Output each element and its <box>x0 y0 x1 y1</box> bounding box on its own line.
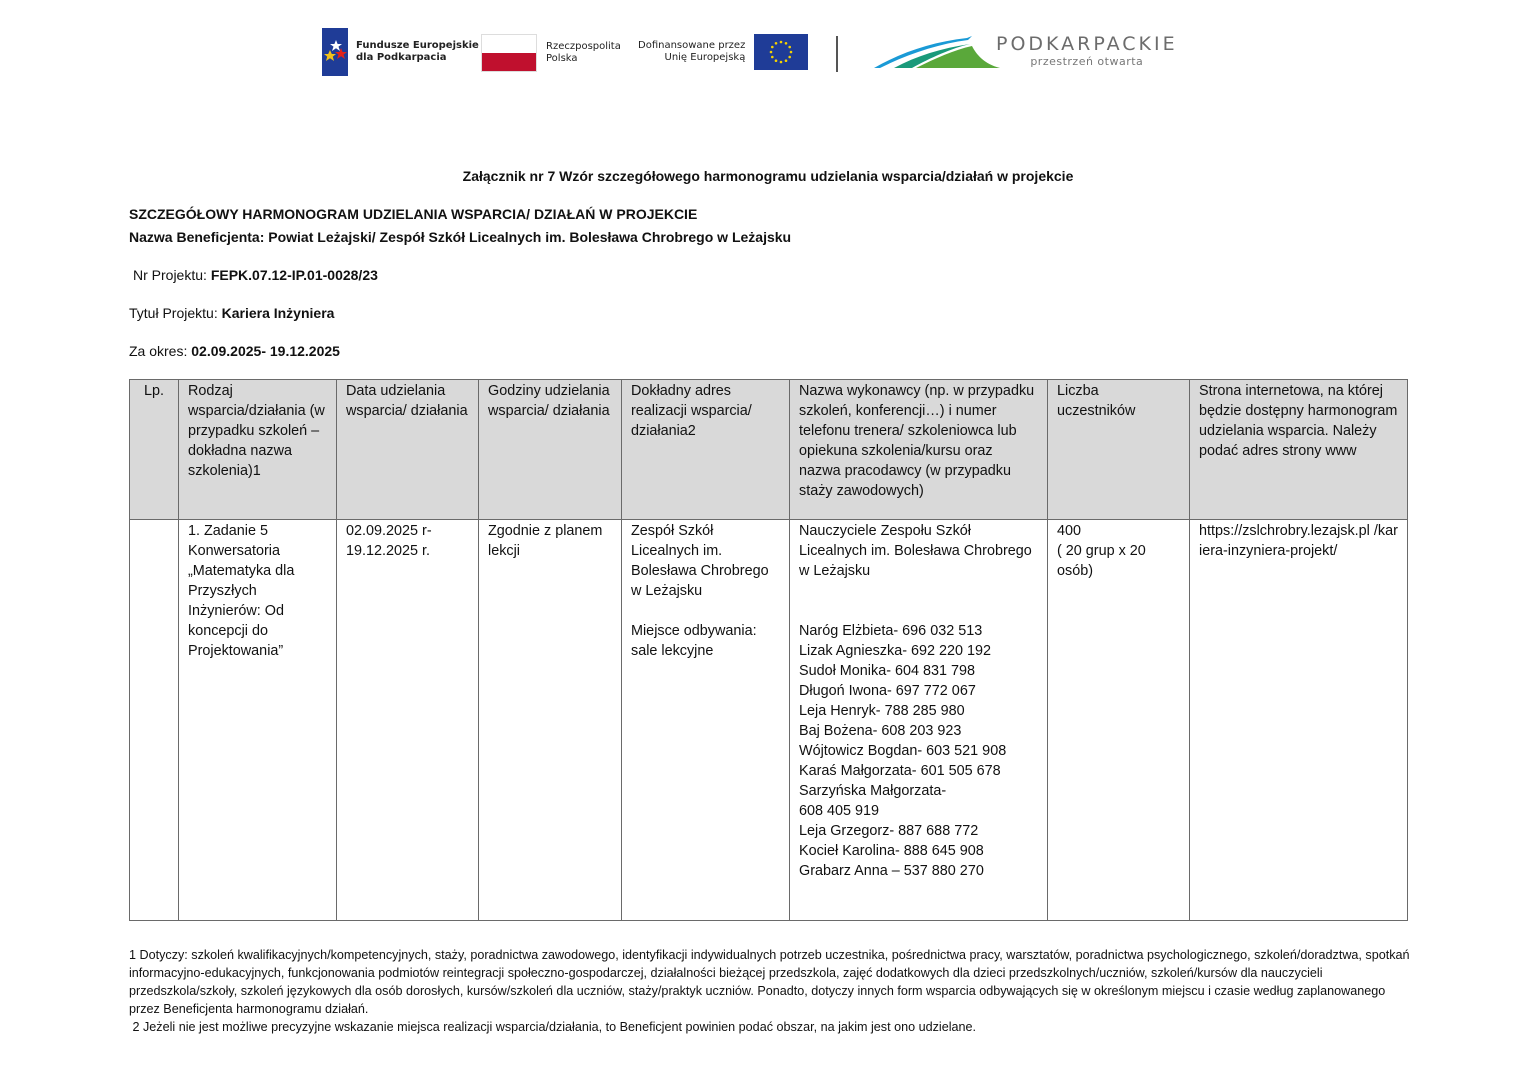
logos-header <box>320 26 1180 78</box>
place-text: Miejsce odbywania: sale lekcyjne <box>631 623 757 659</box>
podkarpackie-name: PODKARPACKIE <box>996 32 1178 55</box>
annex-title: Załącznik nr 7 Wzór szczegółowego harmonogramu udzielania wsparcia/działań w projekcie <box>462 168 1074 184</box>
period-label: Za okres: <box>129 343 188 359</box>
trainer-item: Leja Henryk- 788 285 980 <box>799 703 965 719</box>
period-value: 02.09.2025- 19.12.2025 <box>191 343 340 359</box>
trainer-item: Baj Bożena- 608 203 923 <box>799 723 962 739</box>
trainer-item: Leja Grzegorz- 887 688 772 <box>799 823 979 839</box>
rp-line2: Polska <box>546 53 578 64</box>
schedule-table <box>129 379 1408 921</box>
footnote-1: 1 Dotyczy: szkoleń kwalifikacyjnych/kompetencyjnych, staży, poradnictwa zawodowego, identyfikacji indywidualnych potrzeb uczestnika, pośrednictwa pracy, warsztatów, poradnictwa psychologicznego, szkoleń/doradztwa, spotkań informacyjno-edukacyjnych, funkcjonowania podmiotów reintegracji społeczno-gospodarczej, działalności bieżącej przedszkola, zajęć dodatkowych dla dzieci przedszkolnych/uczniów, szkoleń/kursów dla nauczycieli przedszkola/szkoły, szkoleń językowych dla osób dorosłych, kursów/szkoleń dla uczniów, staży/praktyk uczniów. Ponadto, dotyczy innych form wsparcia odbywających się w określonym miejscu i czasie według zaplanowanego przez Beneficjenta harmonogramu działań. <box>129 948 1410 1016</box>
table-header-row <box>130 380 1408 520</box>
logo-separator <box>836 36 838 72</box>
col-header-address: Dokładny adres realizacji wsparcia/ działania2 <box>622 380 790 520</box>
beneficiary-name: Nazwa Beneficjenta: Powiat Leżajski/ Zespół Szkół Licealnych im. Bolesława Chrobrego w Leżajsku <box>129 229 792 245</box>
main-title: SZCZEGÓŁOWY HARMONOGRAM UDZIELANIA WSPARCIA/ DZIAŁAŃ W PROJEKCIE <box>129 206 698 222</box>
trainer-item: Sarzyńska Małgorzata- <box>799 783 947 799</box>
cell-type: 1. Zadanie 5 Konwersatoria „Matematyka dla Przyszłych Inżynierów: Od koncepcji do Projektowania” <box>179 520 337 921</box>
footnotes <box>129 946 1419 1036</box>
col-header-participants: Liczba uczestników <box>1048 380 1190 520</box>
col-header-contractor: Nazwa wykonawcy (np. w przypadku szkoleń, konferencji…) i numer telefonu trenera/ szkoleniowca lub opiekuna szkolenia/kursu oraz nazwa pracodawcy (w przypadku staży zawodowych) <box>790 380 1048 520</box>
col-header-lp: Lp. <box>130 380 179 520</box>
podkarpackie-hills-icon <box>872 32 1004 72</box>
participants-detail: ( 20 grup x 20 osób) <box>1057 543 1146 579</box>
project-title-value: Kariera Inżyniera <box>221 305 335 321</box>
col-header-date: Data udzielania wsparcia/ działania <box>337 380 479 520</box>
project-number-value: FEPK.07.12-IP.01-0028/23 <box>210 267 378 283</box>
table-row <box>130 520 1408 921</box>
trainer-item: Naróg Elżbieta- 696 032 513 <box>799 623 983 639</box>
cell-participants <box>1048 520 1190 921</box>
polish-flag-icon <box>481 34 537 72</box>
cell-lp <box>130 520 179 921</box>
trainer-item: Sudoł Monika- 604 831 798 <box>799 663 976 679</box>
fe-line1: Fundusze Europejskie <box>356 40 479 51</box>
trainer-item: 608 405 919 <box>799 803 880 819</box>
trainer-item: Kocieł Karolina- 888 645 908 <box>799 843 984 859</box>
project-number <box>133 267 378 283</box>
project-title-label: Tytuł Projektu: <box>129 305 218 321</box>
cell-hours: Zgodnie z planem lekcji <box>479 520 622 921</box>
logo-eu-cofinanced <box>638 34 808 70</box>
fe-line2: dla Podkarpacia <box>356 52 447 63</box>
trainer-item: Grabarz Anna – 537 880 270 <box>799 863 984 879</box>
participants-count: 400 <box>1057 523 1082 539</box>
col-header-hours: Godziny udzielania wsparcia/ działania <box>479 380 622 520</box>
cell-contractor <box>790 520 1048 921</box>
period <box>129 343 340 359</box>
website-link[interactable]: https://zslchrobry.lezajsk.pl /kariera-inzyniera-projekt/ <box>1199 523 1398 559</box>
trainer-list <box>799 621 1038 881</box>
col-header-website: Strona internetowa, na której będzie dostępny harmonogram udzielania wsparcia. Należy podać adres strony www <box>1190 380 1408 520</box>
eu-flag-icon <box>754 34 808 70</box>
rp-line1: Rzeczpospolita <box>546 41 621 52</box>
cell-date: 02.09.2025 r- 19.12.2025 r. <box>337 520 479 921</box>
eu-line1: Dofinansowane przez <box>638 40 746 51</box>
cell-website <box>1190 520 1408 921</box>
logo-rzeczpospolita-polska <box>481 34 621 72</box>
cell-address <box>622 520 790 921</box>
logo-fundusze-europejskie <box>322 28 479 76</box>
contractor-text: Nauczyciele Zespołu Szkół Licealnych im. Bolesława Chrobrego w Leżajsku <box>799 523 1032 579</box>
project-title <box>129 305 334 321</box>
address-text: Zespół Szkół Licealnych im. Bolesława Chrobrego w Leżajsku <box>631 523 769 599</box>
trainer-item: Karaś Małgorzata- 601 505 678 <box>799 763 1001 779</box>
project-number-label: Nr Projektu: <box>133 267 207 283</box>
fe-emblem-icon <box>322 28 348 76</box>
logo-podkarpackie <box>872 32 1178 72</box>
eu-line2: Unię Europejską <box>664 52 746 63</box>
podkarpackie-tagline: przestrzeń otwarta <box>1030 54 1144 68</box>
footnote-2: 2 Jeżeli nie jest możliwe precyzyjne wskazanie miejsca realizacji wsparcia/działania, to Beneficjent powinien podać obszar, na jakim jest ono udzielane. <box>129 1020 977 1034</box>
col-header-type: Rodzaj wsparcia/działania (w przypadku szkoleń – dokładna nazwa szkolenia)1 <box>179 380 337 520</box>
trainer-item: Lizak Agnieszka- 692 220 192 <box>799 643 992 659</box>
trainer-item: Wójtowicz Bogdan- 603 521 908 <box>799 743 1007 759</box>
trainer-item: Długoń Iwona- 697 772 067 <box>799 683 976 699</box>
